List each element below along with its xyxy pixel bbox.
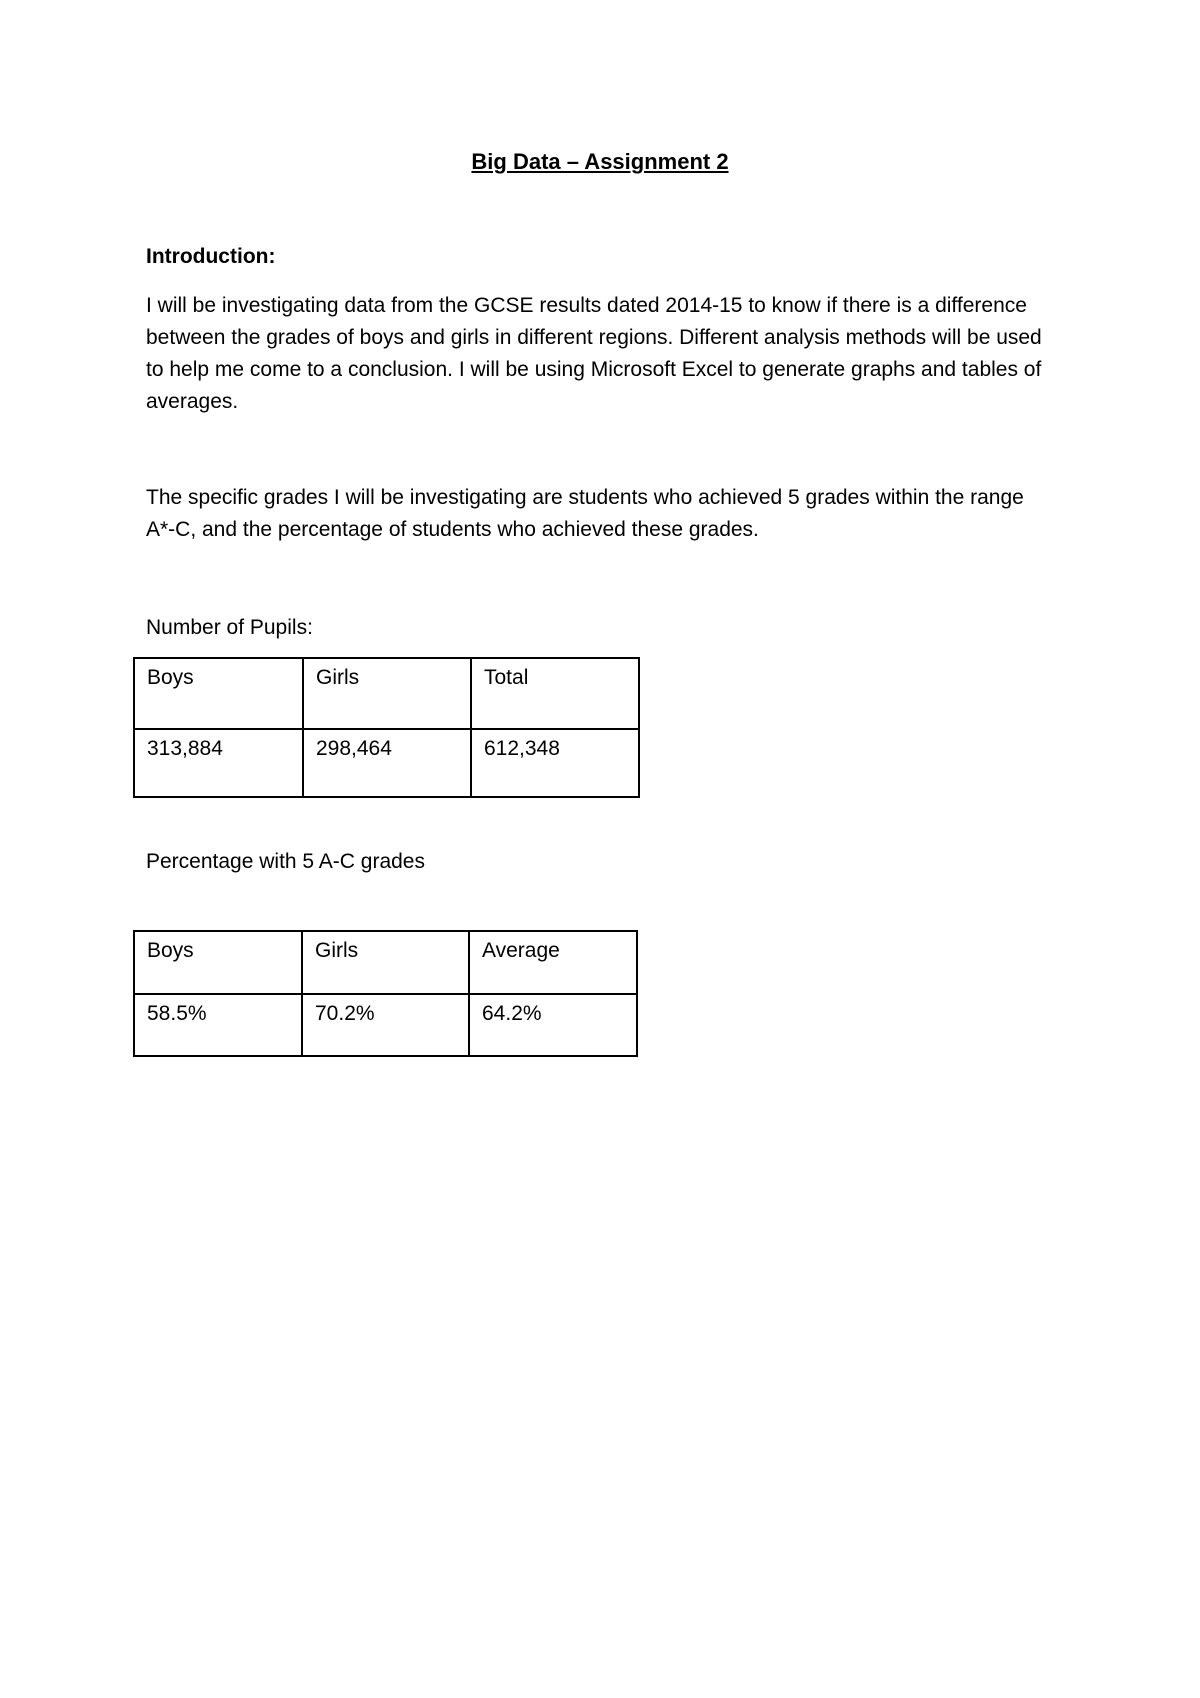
pupils-value-boys: 313,884	[134, 729, 303, 797]
percentage-header-girls: Girls	[302, 931, 469, 994]
introduction-paragraph-1: I will be investigating data from the GCSE results dated 2014-15 to know if there is a difference between the grades of boys and girls in different regions. Different analysis methods will be used to help me come to a conclusion. I will be using Microsoft Excel to generate graphs and tables of averages.	[146, 294, 1042, 413]
pupils-label: Number of Pupils:	[146, 616, 313, 639]
percentage-header-boys: Boys	[134, 931, 302, 994]
percentage-value-boys: 58.5%	[134, 994, 302, 1056]
introduction-paragraph-2: The specific grades I will be investigating are students who achieved 5 grades within the range A*-C, and the percentage of students who achieved these grades.	[146, 486, 1024, 541]
percentage-value-average: 64.2%	[469, 994, 637, 1056]
pupils-value-girls: 298,464	[303, 729, 471, 797]
table-row	[134, 729, 639, 797]
pupils-table	[133, 657, 640, 798]
percentage-value-girls: 70.2%	[302, 994, 469, 1056]
percentage-header-average: Average	[469, 931, 637, 994]
pupils-header-girls: Girls	[303, 658, 471, 729]
introduction-heading: Introduction:	[146, 245, 276, 268]
table-header-row	[134, 931, 637, 994]
pupils-header-total: Total	[471, 658, 639, 729]
percentage-label: Percentage with 5 A-C grades	[146, 850, 425, 873]
pupils-value-total: 612,348	[471, 729, 639, 797]
pupils-header-boys: Boys	[134, 658, 303, 729]
percentage-table	[133, 930, 638, 1057]
table-header-row	[134, 658, 639, 729]
document-title: Big Data – Assignment 2	[471, 149, 729, 174]
table-row	[134, 994, 637, 1056]
